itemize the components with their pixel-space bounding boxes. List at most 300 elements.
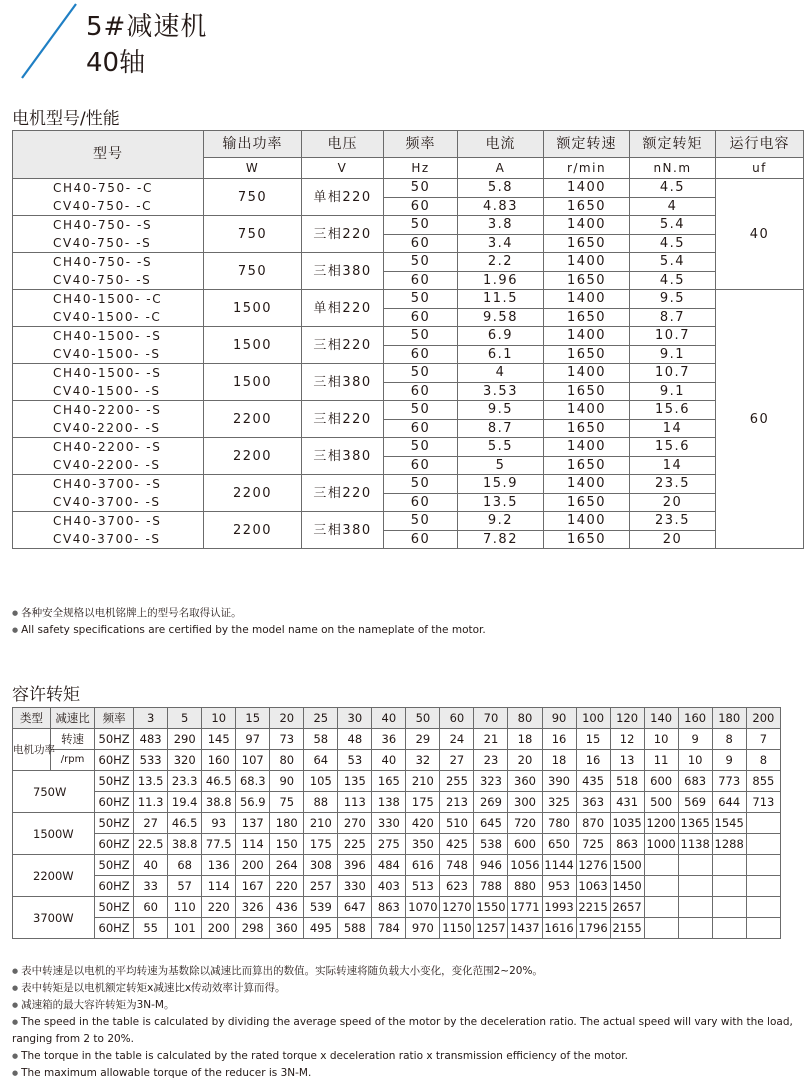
page-subtitle: 40轴 bbox=[86, 48, 146, 78]
torque-value-cell: 1070 bbox=[406, 897, 440, 918]
table-row bbox=[13, 530, 804, 549]
rated-torque-cell: 4 bbox=[630, 197, 716, 216]
rated-speed-cell: 1400 bbox=[544, 253, 630, 272]
torque-value-cell: 946 bbox=[474, 855, 508, 876]
torque-value-cell: 38.8 bbox=[202, 792, 236, 813]
header-rated-speed: 额定转速 bbox=[544, 131, 630, 158]
speed-value-cell: 64 bbox=[304, 750, 338, 771]
voltage-cell: 单相220 bbox=[302, 179, 384, 216]
ratio-header-cell: 40 bbox=[372, 708, 406, 729]
torque-value-cell: 1276 bbox=[576, 855, 610, 876]
torque-value-cell bbox=[712, 876, 746, 897]
torque-value-cell: 539 bbox=[304, 897, 338, 918]
table-row bbox=[13, 216, 804, 235]
torque-value-cell: 175 bbox=[406, 792, 440, 813]
speed-value-cell: 18 bbox=[542, 750, 576, 771]
torque-row bbox=[13, 897, 781, 918]
rated-torque-cell: 15.6 bbox=[630, 401, 716, 420]
ratio-header-cell: 140 bbox=[644, 708, 678, 729]
rated-speed-cell: 1400 bbox=[544, 401, 630, 420]
table-row bbox=[13, 401, 804, 420]
model-cell: CV40-1500- -S bbox=[13, 345, 204, 364]
torque-value-cell: 325 bbox=[542, 792, 576, 813]
voltage-cell: 三相380 bbox=[302, 364, 384, 401]
torque-value-cell: 720 bbox=[508, 813, 542, 834]
rated-torque-cell: 14 bbox=[630, 419, 716, 438]
torque-value-cell bbox=[712, 918, 746, 939]
rated-speed-cell: 1400 bbox=[544, 290, 630, 309]
torque-value-cell: 68 bbox=[168, 855, 202, 876]
torque-value-cell: 1257 bbox=[474, 918, 508, 939]
torque-value-cell: 513 bbox=[406, 876, 440, 897]
torque-value-cell: 135 bbox=[338, 771, 372, 792]
speed-value-cell: 13 bbox=[610, 750, 644, 771]
table-row bbox=[13, 253, 804, 272]
torque-table bbox=[12, 707, 781, 939]
torque-value-cell: 257 bbox=[304, 876, 338, 897]
speed-value-cell: 23 bbox=[474, 750, 508, 771]
torque-value-cell: 2155 bbox=[610, 918, 644, 939]
torque-value-cell: 270 bbox=[338, 813, 372, 834]
model-cell: CH40-3700- -S bbox=[13, 512, 204, 531]
current-cell: 6.9 bbox=[458, 327, 544, 346]
torque-value-cell: 326 bbox=[236, 897, 270, 918]
note-item: ● 减速箱的最大容许转矩为3N-M。 bbox=[12, 997, 800, 1014]
torque-value-cell: 210 bbox=[406, 771, 440, 792]
speed-value-cell: 53 bbox=[338, 750, 372, 771]
table-row bbox=[13, 290, 804, 309]
table-row bbox=[13, 438, 804, 457]
torque-value-cell: 538 bbox=[474, 834, 508, 855]
frequency-cell: 60 bbox=[384, 382, 458, 401]
speed-value-cell: 16 bbox=[576, 750, 610, 771]
model-cell: CV40-2200- -S bbox=[13, 456, 204, 475]
frequency-cell: 60 bbox=[384, 234, 458, 253]
unit-voltage: V bbox=[302, 158, 384, 179]
torque-value-cell: 650 bbox=[542, 834, 576, 855]
torque-value-cell: 350 bbox=[406, 834, 440, 855]
current-cell: 5.5 bbox=[458, 438, 544, 457]
rated-torque-cell: 10.7 bbox=[630, 327, 716, 346]
speed-value-cell: 32 bbox=[406, 750, 440, 771]
torque-value-cell: 210 bbox=[304, 813, 338, 834]
model-cell: CH40-1500- -S bbox=[13, 364, 204, 383]
header-frequency: 频率 bbox=[384, 131, 458, 158]
frequency-cell: 50 bbox=[384, 475, 458, 494]
note-item: ● The maximum allowable torque of the reducer is 3N-M. bbox=[12, 1065, 800, 1082]
model-cell: CV40-750- -S bbox=[13, 271, 204, 290]
ratio-header-cell: 60 bbox=[440, 708, 474, 729]
speed-value-cell: 10 bbox=[678, 750, 712, 771]
torque-value-cell bbox=[746, 855, 780, 876]
torque-value-cell: 360 bbox=[270, 918, 304, 939]
torque-value-cell: 27 bbox=[134, 813, 168, 834]
speed-value-cell: 10 bbox=[644, 729, 678, 750]
header-voltage: 电压 bbox=[302, 131, 384, 158]
header-model: 型号 bbox=[13, 131, 204, 179]
speed-value-cell: 16 bbox=[542, 729, 576, 750]
power-cell: 750 bbox=[204, 253, 302, 290]
torque-value-cell bbox=[746, 918, 780, 939]
rated-speed-cell: 1650 bbox=[544, 419, 630, 438]
frequency-cell: 50 bbox=[384, 438, 458, 457]
torque-row bbox=[13, 855, 781, 876]
torque-value-cell: 435 bbox=[576, 771, 610, 792]
torque-value-cell: 623 bbox=[440, 876, 474, 897]
rated-speed-cell: 1400 bbox=[544, 216, 630, 235]
frequency-cell: 50 bbox=[384, 253, 458, 272]
torque-value-cell: 748 bbox=[440, 855, 474, 876]
current-cell: 11.5 bbox=[458, 290, 544, 309]
torque-value-cell: 644 bbox=[712, 792, 746, 813]
ratio-header-cell: 70 bbox=[474, 708, 508, 729]
rated-torque-cell: 20 bbox=[630, 530, 716, 549]
rated-torque-cell: 5.4 bbox=[630, 253, 716, 272]
torque-value-cell: 780 bbox=[542, 813, 576, 834]
freq-cell: 60HZ bbox=[95, 750, 134, 771]
current-cell: 3.8 bbox=[458, 216, 544, 235]
torque-value-cell: 46.5 bbox=[202, 771, 236, 792]
speed-value-cell: 48 bbox=[338, 729, 372, 750]
frequency-cell: 50 bbox=[384, 401, 458, 420]
rated-torque-cell: 4.5 bbox=[630, 271, 716, 290]
model-cell: CV40-3700- -S bbox=[13, 530, 204, 549]
note-item: ● 各种安全规格以电机铭牌上的型号名取得认证。 bbox=[12, 605, 486, 622]
torque-value-cell: 40 bbox=[134, 855, 168, 876]
freq-cell: 50HZ bbox=[95, 771, 134, 792]
voltage-cell: 三相380 bbox=[302, 253, 384, 290]
torque-value-cell: 1616 bbox=[542, 918, 576, 939]
frequency-cell: 60 bbox=[384, 530, 458, 549]
torque-value-cell bbox=[746, 897, 780, 918]
unit-power: W bbox=[204, 158, 302, 179]
note-item: ● 表中转矩是以电机额定转矩x减速比x传动效率计算而得。 bbox=[12, 980, 800, 997]
torque-value-cell: 403 bbox=[372, 876, 406, 897]
torque-value-cell: 970 bbox=[406, 918, 440, 939]
torque-value-cell: 200 bbox=[202, 918, 236, 939]
torque-row bbox=[13, 918, 781, 939]
torque-value-cell: 1270 bbox=[440, 897, 474, 918]
rated-speed-cell: 1650 bbox=[544, 530, 630, 549]
table-row bbox=[13, 364, 804, 383]
torque-value-cell: 330 bbox=[338, 876, 372, 897]
torque-value-cell: 1450 bbox=[610, 876, 644, 897]
ratio-header-cell: 10 bbox=[202, 708, 236, 729]
torque-value-cell: 308 bbox=[304, 855, 338, 876]
torque-value-cell: 77.5 bbox=[202, 834, 236, 855]
voltage-cell: 三相220 bbox=[302, 475, 384, 512]
torque-value-cell: 1000 bbox=[644, 834, 678, 855]
torque-value-cell: 60 bbox=[134, 897, 168, 918]
power-label: 750W bbox=[13, 771, 95, 813]
ratio-header-cell: 120 bbox=[610, 708, 644, 729]
torque-value-cell: 1437 bbox=[508, 918, 542, 939]
table-row bbox=[13, 419, 804, 438]
torque-value-cell: 870 bbox=[576, 813, 610, 834]
torque-value-cell: 518 bbox=[610, 771, 644, 792]
torque-value-cell: 165 bbox=[372, 771, 406, 792]
torque-value-cell: 510 bbox=[440, 813, 474, 834]
frequency-cell: 50 bbox=[384, 364, 458, 383]
speed-value-cell: 24 bbox=[440, 729, 474, 750]
torque-value-cell: 200 bbox=[236, 855, 270, 876]
torque-value-cell: 56.9 bbox=[236, 792, 270, 813]
torque-value-cell bbox=[644, 897, 678, 918]
torque-value-cell: 588 bbox=[338, 918, 372, 939]
torque-value-cell: 495 bbox=[304, 918, 338, 939]
torque-value-cell: 863 bbox=[610, 834, 644, 855]
torque-value-cell: 683 bbox=[678, 771, 712, 792]
torque-value-cell bbox=[678, 897, 712, 918]
torque-value-cell: 150 bbox=[270, 834, 304, 855]
torque-value-cell: 600 bbox=[644, 771, 678, 792]
torque-value-cell: 114 bbox=[202, 876, 236, 897]
power-cell: 2200 bbox=[204, 512, 302, 549]
speed-value-cell: 36 bbox=[372, 729, 406, 750]
ratio-header-cell: 90 bbox=[542, 708, 576, 729]
current-cell: 9.5 bbox=[458, 401, 544, 420]
current-cell: 9.58 bbox=[458, 308, 544, 327]
capacitor-cell: 40 bbox=[716, 179, 804, 290]
torque-value-cell: 425 bbox=[440, 834, 474, 855]
table-row bbox=[13, 327, 804, 346]
torque-value-cell: 225 bbox=[338, 834, 372, 855]
table-row bbox=[13, 197, 804, 216]
torque-value-cell: 264 bbox=[270, 855, 304, 876]
table-row bbox=[13, 493, 804, 512]
ratio-header-cell: 5 bbox=[168, 708, 202, 729]
table-notes bbox=[12, 963, 800, 1082]
model-cell: CH40-1500- -C bbox=[13, 290, 204, 309]
freq-cell: 60HZ bbox=[95, 792, 134, 813]
speed-value-cell: 73 bbox=[270, 729, 304, 750]
model-cell: CH40-750- -C bbox=[13, 179, 204, 198]
header-type: 类型 bbox=[13, 708, 51, 729]
freq-cell: 60HZ bbox=[95, 876, 134, 897]
current-cell: 2.2 bbox=[458, 253, 544, 272]
torque-value-cell: 137 bbox=[236, 813, 270, 834]
voltage-cell: 三相220 bbox=[302, 401, 384, 438]
power-cell: 2200 bbox=[204, 401, 302, 438]
speed-value-cell: 40 bbox=[372, 750, 406, 771]
torque-value-cell: 57 bbox=[168, 876, 202, 897]
torque-value-cell: 863 bbox=[372, 897, 406, 918]
torque-value-cell: 363 bbox=[576, 792, 610, 813]
torque-value-cell: 2657 bbox=[610, 897, 644, 918]
model-cell: CV40-3700- -S bbox=[13, 493, 204, 512]
speed-value-cell: 11 bbox=[644, 750, 678, 771]
speed-value-cell: 58 bbox=[304, 729, 338, 750]
torque-value-cell: 1500 bbox=[610, 855, 644, 876]
torque-value-cell: 1035 bbox=[610, 813, 644, 834]
torque-value-cell: 90 bbox=[270, 771, 304, 792]
section-title-torque: 容许转矩 bbox=[12, 685, 80, 705]
torque-value-cell: 1365 bbox=[678, 813, 712, 834]
current-cell: 9.2 bbox=[458, 512, 544, 531]
torque-value-cell: 110 bbox=[168, 897, 202, 918]
header-freq: 频率 bbox=[95, 708, 134, 729]
motor-power-label: 电机功率 bbox=[13, 729, 51, 771]
rated-torque-cell: 9.1 bbox=[630, 382, 716, 401]
power-cell: 750 bbox=[204, 216, 302, 253]
speed-value-cell: 320 bbox=[168, 750, 202, 771]
rated-torque-cell: 23.5 bbox=[630, 512, 716, 531]
rated-speed-cell: 1400 bbox=[544, 364, 630, 383]
unit-capacitor: uf bbox=[716, 158, 804, 179]
rated-speed-cell: 1400 bbox=[544, 327, 630, 346]
torque-value-cell bbox=[678, 855, 712, 876]
table-row bbox=[13, 382, 804, 401]
torque-value-cell: 213 bbox=[440, 792, 474, 813]
torque-value-cell: 138 bbox=[372, 792, 406, 813]
torque-value-cell: 298 bbox=[236, 918, 270, 939]
torque-value-cell: 390 bbox=[542, 771, 576, 792]
power-cell: 2200 bbox=[204, 475, 302, 512]
torque-value-cell: 11.3 bbox=[134, 792, 168, 813]
current-cell: 1.96 bbox=[458, 271, 544, 290]
power-cell: 1500 bbox=[204, 364, 302, 401]
torque-value-cell: 269 bbox=[474, 792, 508, 813]
frequency-cell: 50 bbox=[384, 290, 458, 309]
performance-table bbox=[12, 130, 804, 549]
speed-unit-label: /rpm bbox=[51, 750, 95, 771]
speed-value-cell: 21 bbox=[474, 729, 508, 750]
rated-torque-cell: 4.5 bbox=[630, 179, 716, 198]
note-item: ● 表中转速是以电机的平均转速为基数除以减速比而算出的数值。实际转速将随负载大小变化，变化范围2~20%。 bbox=[12, 963, 800, 980]
frequency-cell: 60 bbox=[384, 345, 458, 364]
speed-value-cell: 107 bbox=[236, 750, 270, 771]
torque-value-cell: 1138 bbox=[678, 834, 712, 855]
ratio-header-cell: 30 bbox=[338, 708, 372, 729]
torque-value-cell: 647 bbox=[338, 897, 372, 918]
speed-value-cell: 12 bbox=[610, 729, 644, 750]
speed-value-cell: 80 bbox=[270, 750, 304, 771]
ratio-header-cell: 3 bbox=[134, 708, 168, 729]
torque-value-cell: 725 bbox=[576, 834, 610, 855]
torque-value-cell: 1550 bbox=[474, 897, 508, 918]
torque-value-cell: 2215 bbox=[576, 897, 610, 918]
current-cell: 13.5 bbox=[458, 493, 544, 512]
table-row bbox=[13, 234, 804, 253]
freq-cell: 50HZ bbox=[95, 855, 134, 876]
torque-value-cell bbox=[678, 918, 712, 939]
speed-value-cell: 8 bbox=[746, 750, 780, 771]
section-title-perf: 电机型号/性能 bbox=[12, 109, 120, 129]
current-cell: 15.9 bbox=[458, 475, 544, 494]
torque-value-cell: 55 bbox=[134, 918, 168, 939]
torque-value-cell: 1150 bbox=[440, 918, 474, 939]
torque-value-cell: 1993 bbox=[542, 897, 576, 918]
voltage-cell: 单相220 bbox=[302, 290, 384, 327]
torque-value-cell: 1200 bbox=[644, 813, 678, 834]
header-power: 输出功率 bbox=[204, 131, 302, 158]
torque-value-cell: 167 bbox=[236, 876, 270, 897]
torque-value-cell: 616 bbox=[406, 855, 440, 876]
torque-row bbox=[13, 876, 781, 897]
torque-value-cell: 300 bbox=[508, 792, 542, 813]
rated-speed-cell: 1400 bbox=[544, 475, 630, 494]
torque-value-cell: 855 bbox=[746, 771, 780, 792]
current-cell: 3.53 bbox=[458, 382, 544, 401]
ratio-header-cell: 80 bbox=[508, 708, 542, 729]
rated-torque-cell: 4.5 bbox=[630, 234, 716, 253]
torque-value-cell: 1771 bbox=[508, 897, 542, 918]
torque-value-cell: 773 bbox=[712, 771, 746, 792]
model-cell: CH40-2200- -S bbox=[13, 401, 204, 420]
model-cell: CH40-3700- -S bbox=[13, 475, 204, 494]
torque-value-cell: 330 bbox=[372, 813, 406, 834]
torque-value-cell: 645 bbox=[474, 813, 508, 834]
table-row bbox=[13, 308, 804, 327]
power-label: 3700W bbox=[13, 897, 95, 939]
model-cell: CV40-1500- -C bbox=[13, 308, 204, 327]
torque-value-cell: 713 bbox=[746, 792, 780, 813]
torque-row bbox=[13, 792, 781, 813]
model-cell: CV40-2200- -S bbox=[13, 419, 204, 438]
freq-cell: 50HZ bbox=[95, 729, 134, 750]
page-title: 5#减速机 bbox=[86, 12, 208, 42]
rated-speed-cell: 1650 bbox=[544, 308, 630, 327]
torque-value-cell: 569 bbox=[678, 792, 712, 813]
model-cell: CV40-1500- -S bbox=[13, 382, 204, 401]
rated-speed-cell: 1650 bbox=[544, 345, 630, 364]
torque-value-cell: 1063 bbox=[576, 876, 610, 897]
current-cell: 3.4 bbox=[458, 234, 544, 253]
rated-torque-cell: 14 bbox=[630, 456, 716, 475]
current-cell: 5.8 bbox=[458, 179, 544, 198]
torque-value-cell bbox=[678, 876, 712, 897]
torque-value-cell: 1056 bbox=[508, 855, 542, 876]
power-cell: 750 bbox=[204, 179, 302, 216]
current-cell: 7.82 bbox=[458, 530, 544, 549]
speed-value-cell: 29 bbox=[406, 729, 440, 750]
rated-torque-cell: 9.5 bbox=[630, 290, 716, 309]
rated-torque-cell: 15.6 bbox=[630, 438, 716, 457]
freq-cell: 50HZ bbox=[95, 813, 134, 834]
model-cell: CH40-750- -S bbox=[13, 253, 204, 272]
current-cell: 6.1 bbox=[458, 345, 544, 364]
header-ratio: 减速比 bbox=[51, 708, 95, 729]
torque-value-cell: 420 bbox=[406, 813, 440, 834]
frequency-cell: 60 bbox=[384, 493, 458, 512]
torque-value-cell: 1545 bbox=[712, 813, 746, 834]
torque-value-cell: 105 bbox=[304, 771, 338, 792]
power-cell: 1500 bbox=[204, 327, 302, 364]
model-cell: CH40-2200- -S bbox=[13, 438, 204, 457]
table-row bbox=[13, 512, 804, 531]
speed-value-cell: 9 bbox=[712, 750, 746, 771]
torque-value-cell: 600 bbox=[508, 834, 542, 855]
model-cell: CH40-1500- -S bbox=[13, 327, 204, 346]
ratio-header-cell: 15 bbox=[236, 708, 270, 729]
voltage-cell: 三相220 bbox=[302, 327, 384, 364]
rated-torque-cell: 5.4 bbox=[630, 216, 716, 235]
torque-row bbox=[13, 834, 781, 855]
rated-speed-cell: 1650 bbox=[544, 271, 630, 290]
frequency-cell: 60 bbox=[384, 456, 458, 475]
frequency-cell: 60 bbox=[384, 419, 458, 438]
torque-value-cell: 500 bbox=[644, 792, 678, 813]
torque-value-cell: 484 bbox=[372, 855, 406, 876]
note-item: ● All safety specifications are certified by the model name on the nameplate of the motor. bbox=[12, 622, 486, 639]
table-row bbox=[13, 345, 804, 364]
torque-value-cell: 23.3 bbox=[168, 771, 202, 792]
rated-speed-cell: 1650 bbox=[544, 197, 630, 216]
torque-value-cell bbox=[644, 855, 678, 876]
ratio-header-cell: 180 bbox=[712, 708, 746, 729]
table-row bbox=[13, 456, 804, 475]
speed-value-cell: 97 bbox=[236, 729, 270, 750]
